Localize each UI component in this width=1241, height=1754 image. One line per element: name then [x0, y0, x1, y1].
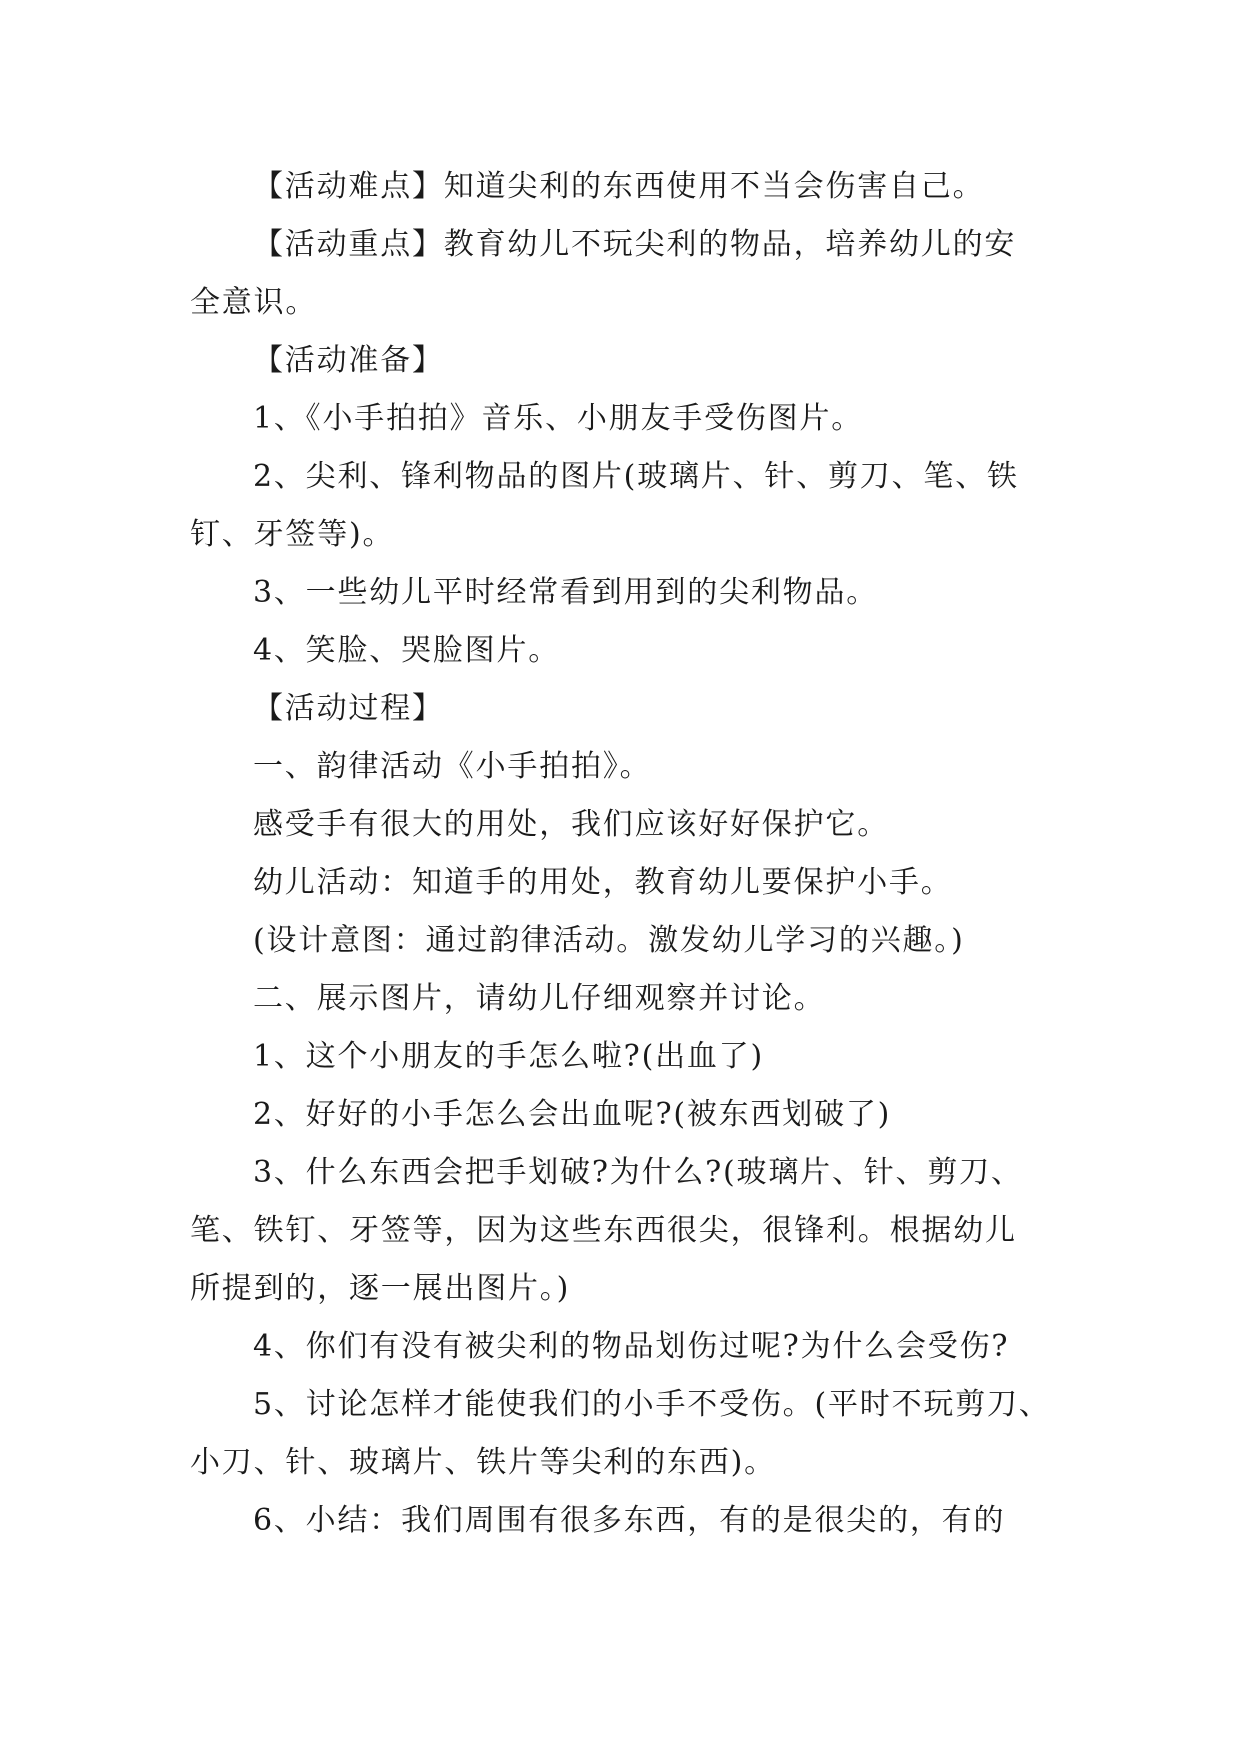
paragraph-line: 【活动过程】: [253, 691, 444, 726]
paragraph-line: 5、讨论怎样才能使我们的小手不受伤。(平时不玩剪刀、: [253, 1387, 1051, 1422]
paragraph-line: 3、什么东西会把手划破?为什么?(玻璃片、针、剪刀、: [253, 1155, 1023, 1190]
paragraph-continuation-line: 全意识。: [190, 285, 318, 320]
paragraph-continuation-line: 钉、牙签等)。: [190, 517, 395, 552]
paragraph-line: 感受手有很大的用处，我们应该好好保护它。: [253, 807, 889, 842]
paragraph-continuation-line: 小刀、针、玻璃片、铁片等尖利的东西)。: [190, 1445, 776, 1480]
paragraph-line: 【活动难点】知道尖利的东西使用不当会伤害自己。: [253, 169, 985, 204]
paragraph-line: 【活动准备】: [253, 343, 444, 378]
paragraph-continuation-line: 笔、铁钉、牙签等，因为这些东西很尖，很锋利。根据幼儿: [190, 1213, 1017, 1248]
paragraph-line: 1、《小手拍拍》音乐、小朋友手受伤图片。: [253, 401, 864, 436]
paragraph-line: 2、尖利、锋利物品的图片(玻璃片、针、剪刀、笔、铁: [253, 459, 1019, 494]
paragraph-line: 6、小结：我们周围有很多东西，有的是很尖的，有的: [253, 1503, 1006, 1538]
paragraph-line: 【活动重点】教育幼儿不玩尖利的物品，培养幼儿的安: [253, 227, 1017, 262]
document-body: [190, 158, 1060, 1550]
paragraph-line: 一、韵律活动《小手拍拍》。: [253, 749, 652, 784]
paragraph-line: 二、展示图片，请幼儿仔细观察并讨论。: [253, 981, 826, 1016]
paragraph-line: 幼儿活动：知道手的用处，教育幼儿要保护小手。: [253, 865, 953, 900]
paragraph-line: 4、你们有没有被尖利的物品划伤过呢?为什么会受伤?: [253, 1329, 1010, 1364]
paragraph-line: (设计意图：通过韵律活动。激发幼儿学习的兴趣。): [253, 923, 965, 958]
paragraph-line: 3、一些幼儿平时经常看到用到的尖利物品。: [253, 575, 879, 610]
paragraph-line: 4、笑脸、哭脸图片。: [253, 633, 561, 668]
paragraph-line: 1、这个小朋友的手怎么啦?(出血了): [253, 1039, 764, 1074]
paragraph-line: 2、好好的小手怎么会出血呢?(被东西划破了): [253, 1097, 892, 1132]
paragraph-continuation-line: 所提到的，逐一展出图片。): [190, 1271, 571, 1306]
